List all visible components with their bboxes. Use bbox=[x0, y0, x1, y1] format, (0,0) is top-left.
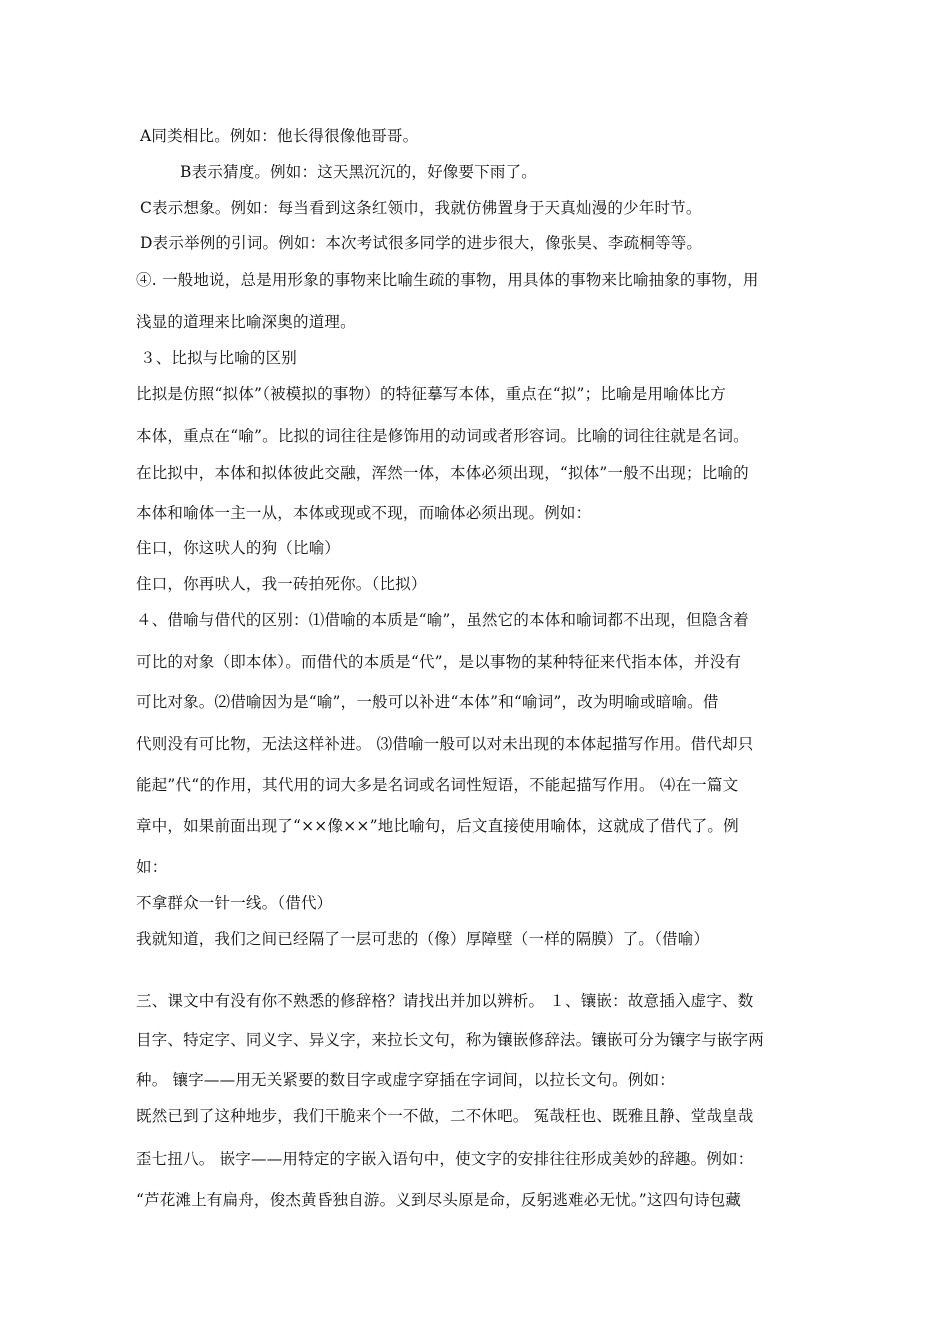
text-line: B表示猜度。例如：这天黑沉沉的，好像要下雨了。 bbox=[180, 163, 537, 181]
text-line: 我就知道，我们之间已经隔了一层可悲的（像）厚障壁（一样的隔膜）了。（借喻） bbox=[136, 930, 710, 948]
text-line: 可比对象。⑵借喻因为是“喻”，一般可以补进“本体”和“喻词”，改为明喻或暗喻。借 bbox=[136, 693, 719, 711]
text-line: 歪七扭八。 嵌字——用特定的字嵌入语句中，使文字的安排往往形成美妙的辞趣。例如： bbox=[136, 1150, 754, 1168]
text-line: 住口，你这吠人的狗（比喻） bbox=[136, 539, 341, 557]
text-line: 可比的对象（即本体）。而借代的本质是“代”，是以事物的某种特征来代指本体，并没有 bbox=[136, 653, 742, 671]
text-line: 三、课文中有没有你不熟悉的修辞格？请找出并加以辨析。 １、镶嵌：故意插入虚字、数 bbox=[136, 992, 754, 1010]
text-line: 本体，重点在“喻”。比拟的词往往是修饰用的动词或者形容词。比喻的词往往就是名词。 bbox=[136, 427, 749, 445]
text-line: 既然已到了这种地步，我们干脆来个一不做，二不休吧。 冤哉枉也、既雅且静、堂哉皇哉 bbox=[136, 1107, 754, 1125]
text-line: “芦花滩上有扁舟，俊杰黄昏独自游。义到尽头原是命，反躬逃难必无忧。”这四句诗包藏 bbox=[136, 1191, 742, 1209]
text-line: ④. 一般地说，总是用形象的事物来比喻生疏的事物，用具体的事物来比喻抽象的事物，用 bbox=[136, 271, 759, 289]
text-line: 代则没有可比物，无法这样补进。 ⑶借喻一般可以对未出现的本体起描写作用。借代却只 bbox=[136, 735, 754, 753]
text-line: 章中，如果前面出现了“××像××”地比喻句，后文直接使用喻体，这就成了借代了。例 bbox=[136, 817, 739, 835]
text-line: 种。 镶字——用无关紧要的数目字或虚字穿插在字词间，以拉长文句。例如： bbox=[136, 1071, 675, 1089]
text-line: A同类相比。例如：他长得很像他哥哥。 bbox=[140, 127, 419, 145]
text-line: ４、借喻与借代的区别：⑴借喻的本质是“喻”，虽然它的本体和喻词都不出现，但隐含着 bbox=[136, 611, 749, 629]
text-line: D表示举例的引词。例如：本次考试很多同学的进步很大，像张昊、李疏桐等等。 bbox=[140, 234, 703, 252]
text-line: 目字、特定字、同义字、异义字，来拉长文句，称为镶嵌修辞法。镶嵌可分为镶字与嵌字两 bbox=[136, 1031, 765, 1049]
text-line: 在比拟中，本体和拟体彼此交融，浑然一体，本体必须出现，“拟体”一般不出现；比喻的 bbox=[136, 464, 749, 482]
text-line: 住口，你再吠人，我一砖拍死你。（比拟） bbox=[136, 575, 427, 593]
text-line: 浅显的道理来比喻深奥的道理。 bbox=[136, 313, 356, 331]
section-heading: ３、比拟与比喻的区别 bbox=[140, 349, 298, 367]
text-line: 能起”代“的作用，其代用的词大多是名词或名词性短语，不能起描写作用。 ⑷在一篇文 bbox=[136, 776, 739, 794]
text-line: 如： bbox=[136, 858, 168, 876]
text-line: 本体和喻体一主一从，本体或现或不现，而喻体必须出现。例如： bbox=[136, 504, 592, 522]
text-line: 比拟是仿照“拟体”（被模拟的事物）的特征摹写本体，重点在“拟”；比喻是用喻体比方 bbox=[136, 385, 726, 403]
text-line: 不拿群众一针一线。（借代） bbox=[136, 894, 333, 912]
text-line: C表示想象。例如：每当看到这条红领巾，我就仿佛置身于天真灿漫的少年时节。 bbox=[140, 199, 702, 217]
